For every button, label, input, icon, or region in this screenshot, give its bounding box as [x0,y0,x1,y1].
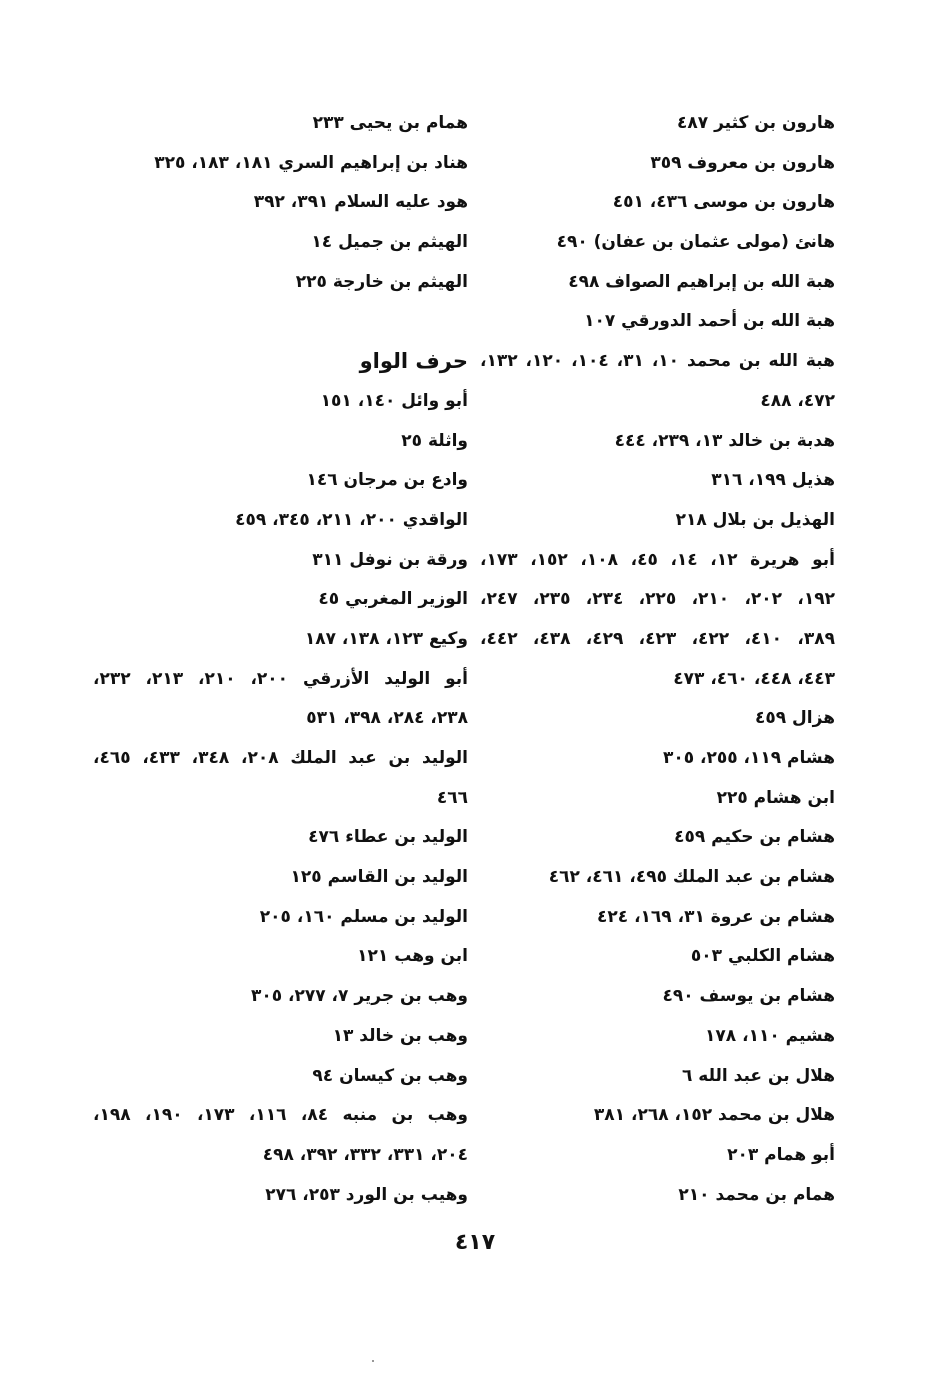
index-entry: ٣٨٩، ٤١٠، ٤٢٢، ٤٢٣، ٤٢٩، ٤٣٨، ٤٤٢، [480,628,835,649]
index-entry: هبة الله بن إبراهيم الصواف ٤٩٨ [568,271,835,292]
index-column-left [93,104,468,1215]
index-entry: ٤٦٦ [436,787,468,808]
index-entry: الوليد بن مسلم ١٦٠، ٢٠٥ [259,906,468,927]
index-entry: ابن وهب ١٢١ [357,946,468,967]
index-entry: أبو وائل ١٤٠، ١٥١ [320,390,468,411]
index-entry: همام بن محمد ٢١٠ [678,1184,835,1205]
index-entry: وهب بن منبه ٨٤، ١١٦، ١٧٣، ١٩٠، ١٩٨، [93,1105,468,1126]
index-entry: هناد بن إبراهيم السري ١٨١، ١٨٣، ٣٢٥ [154,152,468,173]
index-entry: وهب بن كيسان ٩٤ [312,1065,468,1086]
index-entry: هبة الله بن محمد ١٠، ٣١، ١٠٤، ١٢٠، ١٣٢، [480,351,835,372]
index-entry: أبو الوليد الأزرقي ٢٠٠، ٢١٠، ٢١٣، ٢٣٢، [93,668,468,689]
index-entry: هبة الله بن أحمد الدورقي ١٠٧ [584,311,835,332]
index-entry: هارون بن معروف ٣٥٩ [650,152,835,173]
section-heading: حرف الواو [359,349,468,374]
index-entry: هانئ (مولى عثمان بن عفان) ٤٩٠ [556,232,835,253]
index-entry: ٤٧٢، ٤٨٨ [760,390,835,411]
index-entry: هارون بن كثير ٤٨٧ [677,113,835,133]
index-entry: ابن هشام ٢٢٥ [716,787,835,808]
index-entry: هود عليه السلام ٣٩١، ٣٩٢ [253,192,468,213]
index-entry: هارون بن موسى ٤٣٦، ٤٥١ [612,192,835,213]
index-entry: الواقدي ٢٠٠، ٢١١، ٣٤٥، ٤٥٩ [235,509,468,530]
index-entry: وهب بن جرير ٧، ٢٧٧، ٣٠٥ [250,986,468,1007]
index-entry: هشام الكلبي ٥٠٣ [690,946,835,967]
index-entry: الهيثم بن خارجة ٢٢٥ [295,271,468,292]
index-entry: هدبة بن خالد ١٣، ٢٣٩، ٤٤٤ [614,430,835,451]
index-entry: همام بن يحيى ٢٣٣ [312,113,468,133]
index-entry: وادع بن مرجان ١٤٦ [306,470,468,491]
index-entry: ٢٠٤، ٣٣١، ٣٣٢، ٣٩٢، ٤٩٨ [262,1144,468,1165]
index-entry: ورقة بن نوفل ٣١١ [312,549,468,570]
index-entry: وهب بن خالد ١٣ [332,1025,468,1046]
index-entry: هشام بن عروة ٣١، ١٦٩، ٤٢٤ [597,906,835,927]
index-entry: هشام ١١٩، ٢٥٥، ٣٠٥ [662,748,835,768]
index-entry: ٤٤٣، ٤٤٨، ٤٦٠، ٤٧٣ [673,668,835,689]
index-entry: الوليد بن القاسم ١٢٥ [290,867,468,888]
index-entry: الوليد بن عطاء ٤٧٦ [308,827,468,848]
index-entry: هلال بن عبد الله ٦ [681,1065,835,1086]
index-entry: هشام بن عبد الملك ٤٩٥، ٤٦١، ٤٦٢ [548,867,835,888]
index-entry: هشام بن يوسف ٤٩٠ [662,986,835,1007]
index-entry: الهذيل بن بلال ٢١٨ [675,509,835,530]
index-entry: الهيثم بن جميل ١٤ [311,232,468,253]
index-entry: الوليد بن عبد الملك ٢٠٨، ٣٤٨، ٤٣٣، ٤٦٥، [93,748,468,768]
index-entry: هلال بن محمد ١٥٢، ٢٦٨، ٣٨١ [593,1105,835,1126]
index-entry: ٢٣٨، ٢٨٤، ٣٩٨، ٥٣١ [306,708,468,729]
index-entry: واثلة ٢٥ [401,430,468,451]
index-entry: أبو همام ٢٠٣ [727,1144,835,1165]
index-entry: هذيل ١٩٩، ٣١٦ [711,470,835,491]
index-entry: هشام بن حكيم ٤٥٩ [674,827,835,848]
index-entry: الوزير المغربي ٤٥ [318,589,468,610]
index-entry: هزال ٤٥٩ [755,708,835,729]
index-entry: ١٩٢، ٢٠٢، ٢١٠، ٢٢٥، ٢٣٤، ٢٣٥، ٢٤٧، [480,589,835,610]
blank-line [93,302,468,342]
index-column-right [480,104,835,1215]
index-entry: وكيع ١٢٣، ١٣٨، ١٨٧ [304,628,468,649]
page-number: ٤١٧ [454,1230,496,1255]
index-entry: هشيم ١١٠، ١٧٨ [705,1025,835,1046]
index-entry: وهيب بن الورد ٢٥٣، ٢٧٦ [265,1184,468,1205]
scan-speck [372,1360,374,1362]
index-entry: أبو هريرة ١٢، ١٤، ٤٥، ١٠٨، ١٥٢، ١٧٣، [480,549,835,570]
